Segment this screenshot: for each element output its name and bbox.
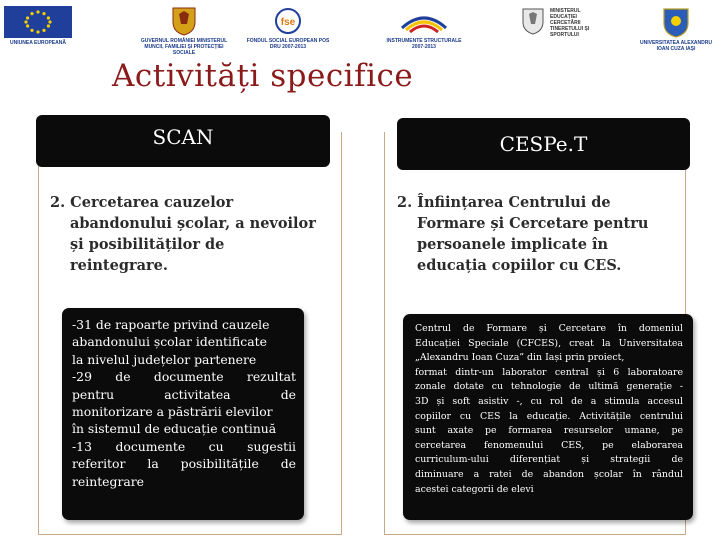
government-caption: GUVERNUL ROMÂNIEI MINISTERUL MUNCII, FAMILIEI ȘI PROTECȚIEI SOCIALE [140,38,228,56]
left-detail-box [62,308,304,520]
right-detail-line: curriculum-ului diferențiat și strategii de [415,454,683,466]
right-detail-line: cercetarea fenomenului CES, pe elaborarea [415,439,683,451]
tab-scan: SCAN [36,115,330,167]
right-detail-line: 3D și soft asistiv -, cu rol de a stimula accesul [415,395,683,407]
eu-flag-icon [4,6,72,38]
fse-caption: FONDUL SOCIAL EUROPEAN POS DRU 2007-2013 [246,38,330,50]
instrumente-structurale-logo [382,6,466,50]
instrumente-structurale-icon [398,6,450,36]
left-subheading [50,192,325,276]
eu-flag-logo [4,6,72,46]
right-detail-line: „Alexandru Ioan Cuza” din Iași prin proiect, [415,352,625,364]
left-detail-line: monitorizare a păstrării elevilor [72,404,273,420]
instrumente-structurale-caption: INSTRUMENTE STRUCTURALE 2007-2013 [386,38,462,50]
right-detail-line: Educației Speciale (CFCES), creat la Universitatea [415,337,683,349]
fse-logo [246,6,330,50]
left-subheading-rest: abandonului școlar, a nevoilor și posibilităților de reintegrare. [70,215,316,274]
ministry-crest-icon [520,6,546,36]
left-detail-line: referitor la posibilitățile de [72,456,296,472]
left-detail-line: pentru activitatea de [72,386,296,402]
left-detail-line: -13 documente cu sugestii [72,438,296,454]
svg-text:fse: fse [280,17,296,28]
right-detail-line: zonale dotate cu tehnologie de ultimă generație - [415,381,683,393]
right-detail-line: acestei categorii de elevi [415,483,534,495]
eu-flag-caption: UNIUNEA EUROPEANĂ [10,40,66,46]
right-detail-box [403,314,693,520]
right-subheading-rest: Formare și Cercetare pentru persoanele implicate în educația copiilor cu CES. [417,215,649,274]
left-detail-line: -31 de rapoarte privind cauzele [72,317,270,332]
page-title: Activități specifice [112,58,414,94]
right-detail-line: Centrul de Formare și Cercetare în domeniul [415,323,683,334]
right-detail-line: format dintr-un laborator central și 6 laboratoare [415,366,683,378]
logo-strip [0,0,720,58]
right-detail-line: diminuare a ratei de abandon școlar în rândul [415,468,683,480]
university-logo [640,6,712,52]
right-detail-line: sunt axate pe formarea resurselor umane, pe [415,425,683,437]
crest-icon [171,6,197,36]
left-detail-line: -29 de documente rezultat [72,369,296,385]
left-detail-line: reintegrare [72,473,145,489]
left-subheading-line1: 2. Cercetarea cauzelor [50,194,234,211]
left-detail-line: la nivelul județelor partenere [72,351,257,367]
university-caption: UNIVERSITATEA ALEXANDRU IOAN CUZA IAȘI [640,40,712,52]
tab-cespet: CESPe.T [397,118,690,170]
ministry-education-logo [520,6,610,38]
university-crest-icon [661,6,691,38]
ministry-education-caption: MINISTERUL EDUCAȚIEI CERCETĂRII TINERETULUI ȘI SPORTULUI [550,8,590,38]
fse-icon [266,6,310,36]
government-logo [134,6,234,56]
left-detail-line: în sistemul de educație continuă [72,421,277,437]
right-subheading [397,192,682,276]
right-detail-line: copiilor cu CES la educație. Activitățile centrului [415,410,683,422]
left-detail-line: abandonului școlar identificate [72,334,267,350]
right-subheading-line1: 2. Înființarea Centrului de [397,194,611,211]
